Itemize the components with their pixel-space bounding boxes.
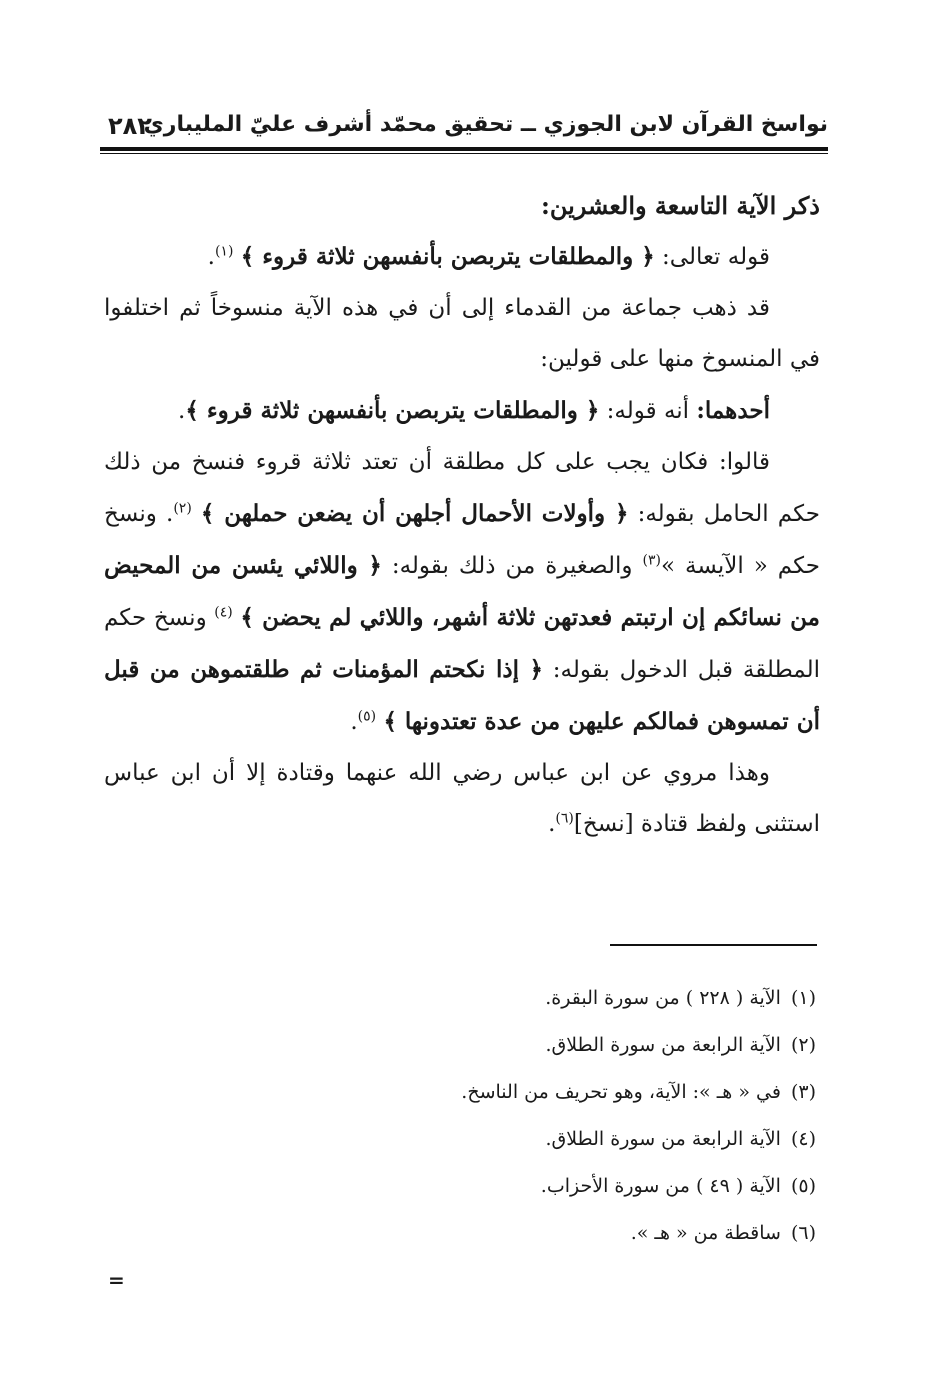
- p4-end: .: [350, 709, 358, 735]
- paragraph-4: [104, 437, 820, 748]
- p3-end: .: [178, 398, 186, 424]
- p4-text-3: والصغيرة من ذلك بقوله:: [381, 553, 643, 579]
- footnote-number: (٣): [790, 1081, 816, 1103]
- main-text: [104, 180, 820, 850]
- quran-verse: ﴿ والمطلقات يتربصن بأنفسهن ثلاثة قروء ﴾: [240, 243, 655, 270]
- p4-text-4: ونسخ حكم المطلقة قبل الدخول بقوله:: [104, 605, 821, 683]
- footnote-text: ساقطة من « هـ ».: [630, 1222, 781, 1244]
- footnote-number: (٦): [790, 1222, 816, 1244]
- footnote-item: [104, 1210, 816, 1257]
- footnote-text: الآية الرابعة من سورة الطلاق.: [545, 1128, 781, 1150]
- p5-end: .: [548, 811, 556, 837]
- quran-verse: ﴿ واللائي يئسن من المحيض من نسائكم إن ارتبتم فعدتهن ثلاثة أشهر، واللائي لم يحضن ﴾: [104, 552, 820, 631]
- footnote-item: [104, 1022, 816, 1069]
- footnote-ref[interactable]: (٣): [642, 552, 661, 569]
- p5-text: وهذا مروي عن ابن عباس رضي الله عنهما وقتادة إلا أن ابن عباس استثنى ولفظ قتادة [نسخ]: [104, 760, 820, 837]
- footnote-number: (٥): [790, 1175, 816, 1197]
- p4-text-1: قالوا: فكان يجب على كل مطلقة أن تعتد ثلاثة قروء فنسخ من ذلك حكم الحامل بقوله:: [104, 449, 821, 527]
- page-number: ٢٨٢: [108, 112, 152, 140]
- footnote-number: (١): [790, 987, 816, 1009]
- footnote-number: (٢): [790, 1034, 816, 1056]
- p3-lead: أحدهما:: [696, 397, 770, 424]
- footnote-ref[interactable]: (٤): [214, 604, 233, 621]
- paragraph-5: [104, 748, 820, 850]
- footnote-item: [104, 975, 816, 1022]
- header-rule-thick: [100, 147, 828, 151]
- p3-text: أنه قوله:: [599, 398, 697, 424]
- footnotes: [104, 975, 816, 1257]
- footnote-text: الآية ( ٢٢٨ ) من سورة البقرة.: [545, 987, 781, 1009]
- running-title: نواسخ القرآن لابن الجوزي ــ تحقيق محمّد أشرف عليّ المليباري: [143, 112, 828, 137]
- paragraph-1: [104, 231, 820, 283]
- quran-verse: ﴿ إذا نكحتم المؤمنات ثم طلقتموهن من قبل أن تمسوهن فمالكم عليهن من عدة تعتدونها ﴾: [104, 656, 820, 735]
- footnote-item: [104, 1069, 816, 1116]
- quran-verse: ﴿ وأولات الأحمال أجلهن أن يضعن حملهن ﴾: [200, 500, 629, 527]
- footnote-item: [104, 1116, 816, 1163]
- p4-text-2: . ونسخ حكم « الآيسة »: [104, 501, 821, 579]
- footnote-separator: [610, 944, 817, 946]
- p1-end: .: [207, 244, 215, 270]
- quran-verse: ﴿ والمطلقات يتربصن بأنفسهن ثلاثة قروء ﴾: [185, 397, 600, 424]
- footnote-ref[interactable]: (٥): [357, 708, 377, 725]
- footnote-text: في « هـ »: الآية، وهو تحريف من الناسخ.: [461, 1081, 781, 1103]
- paragraph-2: قد ذهب جماعة من القدماء إلى أن في هذه الآية منسوخاً ثم اختلفوا في المنسوخ منها على قولين:: [104, 295, 820, 372]
- footnote-ref[interactable]: (٢): [173, 500, 192, 517]
- footnote-number: (٤): [790, 1128, 816, 1150]
- footnote-text: الآية ( ٤٩ ) من سورة الأحزاب.: [540, 1175, 781, 1197]
- footnote-ref[interactable]: (٦): [555, 810, 574, 827]
- header-rule-thin: [100, 153, 828, 154]
- p1-intro: قوله تعالى:: [654, 244, 770, 270]
- page-header: [100, 112, 828, 146]
- continuation-mark: =: [108, 1268, 125, 1292]
- footnote-text: الآية الرابعة من سورة الطلاق.: [545, 1034, 781, 1056]
- footnote-ref[interactable]: (١): [214, 243, 234, 260]
- paragraph-3: [104, 385, 820, 437]
- footnote-item: [104, 1163, 816, 1210]
- section-heading: ذكر الآية التاسعة والعشرين:: [540, 191, 820, 220]
